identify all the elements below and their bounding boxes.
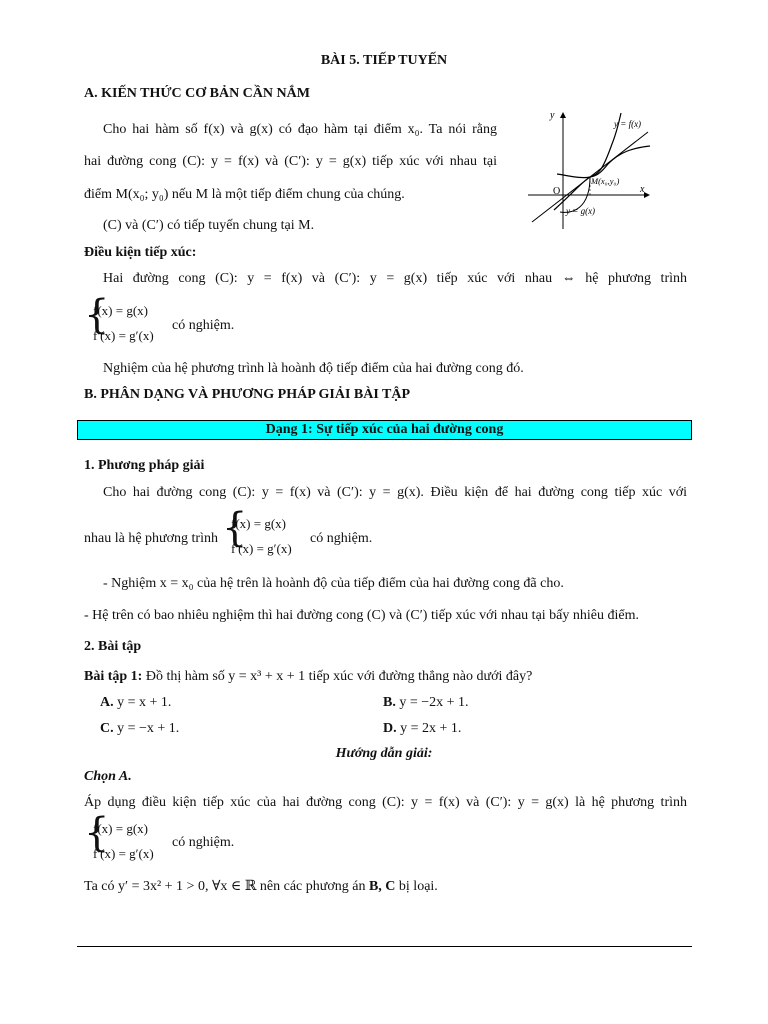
condition-note: Nghiệm của hệ phương trình là hoành độ tiếp điểm của hai đường cong đó. [103, 361, 524, 376]
solution-heading: Hướng dẫn giải: [335, 746, 433, 761]
option-text: y = −2x + 1. [399, 695, 469, 710]
option-b [383, 694, 469, 712]
section-b-heading: B. PHÂN DẠNG VÀ PHƯƠNG PHÁP GIẢI BÀI TẬP [84, 387, 411, 402]
system-eq2: f′(x) = g′(x) [231, 541, 292, 556]
page-title: BÀI 5. TIẾP TUYẾN [320, 53, 448, 68]
para1-line1: Cho hai hàm số f(x) và g(x) có đạo hàm tại điểm x₀. Ta nói rằng [103, 122, 497, 137]
system-eq2: f′(x) = g′(x) [93, 328, 154, 343]
exercise-text: Đồ thị hàm số y = x³ + x + 1 tiếp xúc với đường thẳng nào dưới đây? [145, 669, 533, 684]
option-c [100, 720, 179, 738]
g-curve [557, 146, 650, 178]
origin-label: O [553, 186, 561, 197]
method-heading: 1. Phương pháp giải [84, 458, 205, 473]
dang1-banner: Dạng 1: Sự tiếp xúc của hai đường cong [77, 420, 692, 440]
option-key: C. [100, 721, 114, 736]
option-key: D. [383, 721, 397, 736]
system-brace: { [84, 810, 110, 856]
option-key: B. [383, 695, 396, 710]
system-brace: { [222, 505, 248, 551]
system-eq1: f(x) = g(x) [93, 821, 148, 836]
solution-line2 [84, 878, 438, 896]
system-eq1: f(x) = g(x) [231, 516, 286, 531]
option-d [383, 720, 461, 738]
method-line1: Cho hai đường cong (C): y = f(x) và (C′): y = g(x). Điều kiện để hai đường cong tiếp xúc với [103, 485, 687, 500]
g-curve-label: y = g(x) [566, 206, 596, 216]
x-axis-arrow [644, 192, 650, 198]
method-line2-prefix: nhau là hệ phương trình [84, 531, 218, 546]
solution-choice: Chọn A. [84, 769, 132, 784]
section-a-heading: A. KIẾN THỨC CƠ BẢN CẦN NẮM [84, 86, 310, 101]
option-key: A. [100, 695, 114, 710]
option-text: y = x + 1. [117, 695, 172, 710]
f-curve-label: y = f(x) [614, 119, 642, 129]
condition-heading: Điều kiện tiếp xúc: [84, 245, 197, 260]
solution-line2-suffix: bị loại. [398, 879, 438, 894]
para1-line4: (C) và (C′) có tiếp tuyến chung tại M. [103, 218, 315, 233]
solution-line2-bold: B, C [368, 879, 396, 894]
y-axis-arrow [560, 112, 566, 118]
exercise-label: Bài tập 1: [84, 669, 143, 684]
solution-line1: Áp dụng điều kiện tiếp xúc của hai đường cong (C): y = f(x) và (C′): y = g(x) là hệ phương trình [84, 795, 687, 810]
option-text: y = 2x + 1. [400, 721, 462, 736]
system-eq2: f′(x) = g′(x) [93, 846, 154, 861]
condition-line: Hai đường cong (C): y = f(x) và (C′): y = g(x) tiếp xúc với nhau ⇔ hệ phương trình [103, 271, 687, 286]
condition-system [84, 292, 174, 349]
option-a [100, 694, 171, 712]
method-system [222, 505, 312, 562]
solution-system-suffix: có nghiệm. [172, 835, 235, 850]
system-eq1: f(x) = g(x) [93, 303, 148, 318]
solution-line2-prefix: Ta có y′ = 3x² + 1 > 0, ∀x ∈ ℝ nên các phương án [84, 879, 366, 894]
bullet-1: - Nghiệm x = x₀ của hệ trên là hoành độ của tiếp điểm của hai đường cong đã cho. [103, 576, 564, 591]
point-m-label: M(x₀,y₀) [591, 176, 620, 186]
para1-line2: hai đường cong (C): y = f(x) và (C′): y = g(x) tiếp xúc với nhau tại [84, 154, 497, 169]
y-axis-label: y [550, 110, 555, 121]
system-brace: { [84, 292, 110, 338]
tangent-figure [524, 104, 689, 234]
para1-line3: điểm M(x₀; y₀) nếu M là một tiếp điểm chung của chúng. [84, 187, 405, 202]
condition-system-suffix: có nghiệm. [172, 318, 235, 333]
exercise-section-heading: 2. Bài tập [84, 639, 142, 654]
footer-rule [77, 946, 692, 947]
exercise-question [84, 668, 532, 686]
method-system-suffix: có nghiệm. [310, 531, 373, 546]
x-axis-label: x [640, 184, 645, 195]
solution-system [84, 810, 174, 867]
bullet-2: - Hệ trên có bao nhiêu nghiệm thì hai đường cong (C) và (C′) tiếp xúc với nhau tại bấy nhiêu điểm. [84, 608, 639, 623]
option-text: y = −x + 1. [117, 721, 180, 736]
